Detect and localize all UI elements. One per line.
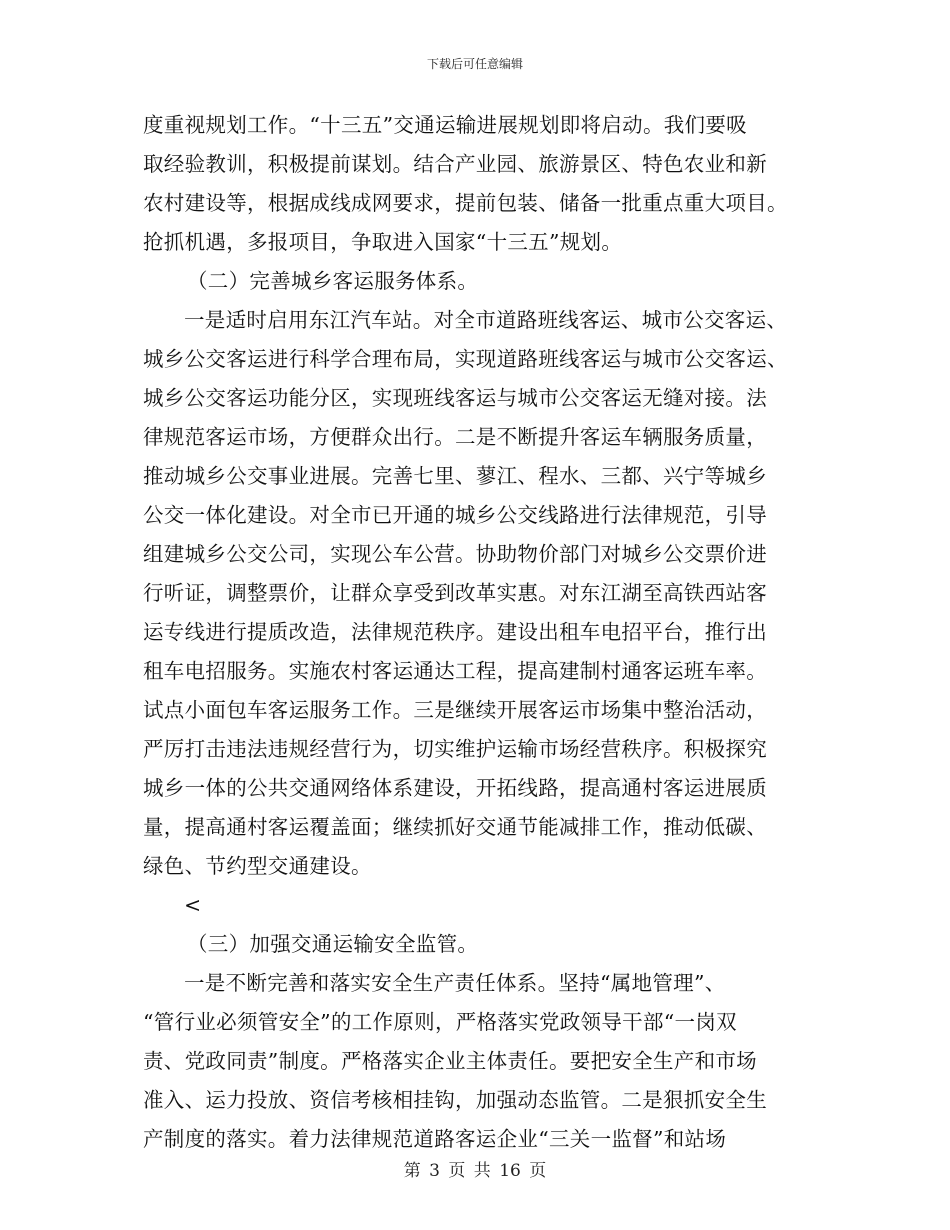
- text-line: 度重视规划工作。“十三五”交通运输进展规划即将启动。我们要吸: [143, 113, 747, 137]
- text-line: 农村建设等，根据成线成网要求，提前包装、储备一批重点重大项目。: [143, 191, 788, 215]
- section-heading: （三）加强交通运输安全监管。: [187, 932, 479, 956]
- text-line: 城乡一体的公共交通网络体系建设，开拓线路，提高通村客运进展质: [143, 776, 767, 800]
- text-line: 责、党政同责”制度。严格落实企业主体责任。要把安全生产和市场: [143, 1049, 757, 1073]
- text-line: 取经验教训，积极提前谋划。结合产业园、旅游景区、特色农业和新: [143, 152, 767, 176]
- text-line: 公交一体化建设。对全市已开通的城乡公交线路进行法律规范，引导: [143, 503, 767, 527]
- text-line: 推动城乡公交事业进展。完善七里、蓼江、程水、三都、兴宁等城乡: [143, 464, 767, 488]
- text-line: 组建城乡公交公司，实现公车公营。协助物价部门对城乡公交票价进: [143, 542, 767, 566]
- text-line: 抢抓机遇，多报项目，争取进入国家“十三五”规划。: [143, 230, 623, 254]
- text-line: 一是适时启用东江汽车站。对全市道路班线客运、城市公交客运、: [184, 308, 788, 332]
- text-line: 城乡公交客运进行科学合理布局，实现道路班线客运与城市公交客运、: [143, 347, 788, 371]
- text-line: 准入、运力投放、资信考核相挂钩，加强动态监管。二是狠抓安全生: [143, 1088, 767, 1112]
- page-header: 下载后可任意编辑: [426, 57, 523, 71]
- text-line: <: [184, 893, 202, 917]
- text-line: 城乡公交客运功能分区，实现班线客运与城市公交客运无缝对接。法: [143, 386, 767, 410]
- text-line: 行听证，调整票价，让群众享受到改革实惠。对东江湖至高铁西站客: [143, 581, 767, 605]
- text-line: 试点小面包车客运服务工作。三是继续开展客运市场集中整治活动，: [143, 698, 767, 722]
- page-footer: 第 3 页 共 16 页: [403, 1161, 547, 1181]
- text-line: 量，提高通村客运覆盖面；继续抓好交通节能减排工作，推动低碳、: [143, 815, 767, 839]
- text-line: 一是不断完善和落实安全生产责任体系。坚持“属地管理”、: [184, 971, 726, 995]
- section-heading: （二）完善城乡客运服务体系。: [187, 269, 479, 293]
- text-line: 严厉打击违法违规经营行为，切实维护运输市场经营秩序。积极探究: [143, 737, 767, 761]
- text-line: 律规范客运市场，方便群众出行。二是不断提升客运车辆服务质量，: [143, 425, 767, 449]
- text-line: 绿色、节约型交通建设。: [143, 854, 372, 878]
- text-line: 租车电招服务。实施农村客运通达工程，提高建制村通客运班车率。: [143, 659, 767, 683]
- text-line: 运专线进行提质改造，法律规范秩序。建设出租车电招平台，推行出: [143, 620, 767, 644]
- document-body: [143, 106, 823, 1159]
- text-line: “管行业必须管安全”的工作原则，严格落实党政领导干部“一岗双: [143, 1010, 737, 1034]
- text-line: 产制度的落实。着力法律规范道路客运企业“三关一监督”和站场: [143, 1127, 727, 1151]
